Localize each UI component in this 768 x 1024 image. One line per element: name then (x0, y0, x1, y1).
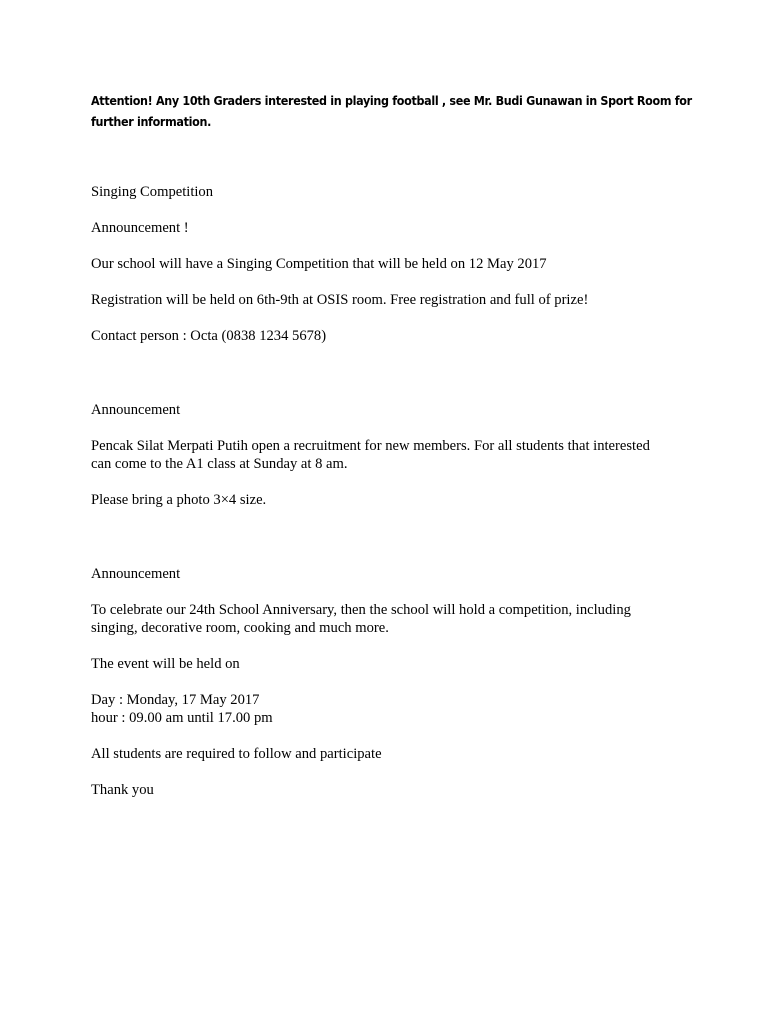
silat-announcement-heading: Announcement (91, 402, 181, 418)
silat-recruitment-line-1: Pencak Silat Merpati Putih open a recruitment for new members. For all students that interested (91, 438, 650, 454)
anniversary-event-line: The event will be held on (91, 656, 240, 672)
anniversary-thanks-line: Thank you (91, 782, 154, 798)
singing-announcement-heading: Announcement ! (91, 220, 189, 236)
silat-photo-line: Please bring a photo 3×4 size. (91, 492, 267, 508)
anniversary-line-2: singing, decorative room, cooking and much more. (91, 620, 389, 636)
anniversary-line-1: To celebrate our 24th School Anniversary, then the school will hold a competition, including (91, 602, 631, 618)
football-notice-line-1: Attention! Any 10th Graders interested in playing football , see Mr. Budi Gunawan in Sport Room for (91, 94, 692, 108)
football-notice-line-2: further information. (91, 115, 212, 129)
anniversary-hour-line: hour : 09.00 am until 17.00 pm (91, 710, 273, 726)
silat-recruitment-line-2: can come to the A1 class at Sunday at 8 am. (91, 456, 348, 472)
anniversary-day-line: Day : Monday, 17 May 2017 (91, 692, 260, 708)
anniversary-required-line: All students are required to follow and participate (91, 746, 382, 762)
singing-competition-title: Singing Competition (91, 184, 214, 200)
anniversary-announcement-heading: Announcement (91, 566, 181, 582)
singing-contact-line: Contact person : Octa (0838 1234 5678) (91, 328, 327, 344)
singing-registration-line: Registration will be held on 6th-9th at OSIS room. Free registration and full of prize! (91, 292, 589, 308)
singing-date-line: Our school will have a Singing Competition that will be held on 12 May 2017 (91, 256, 547, 272)
